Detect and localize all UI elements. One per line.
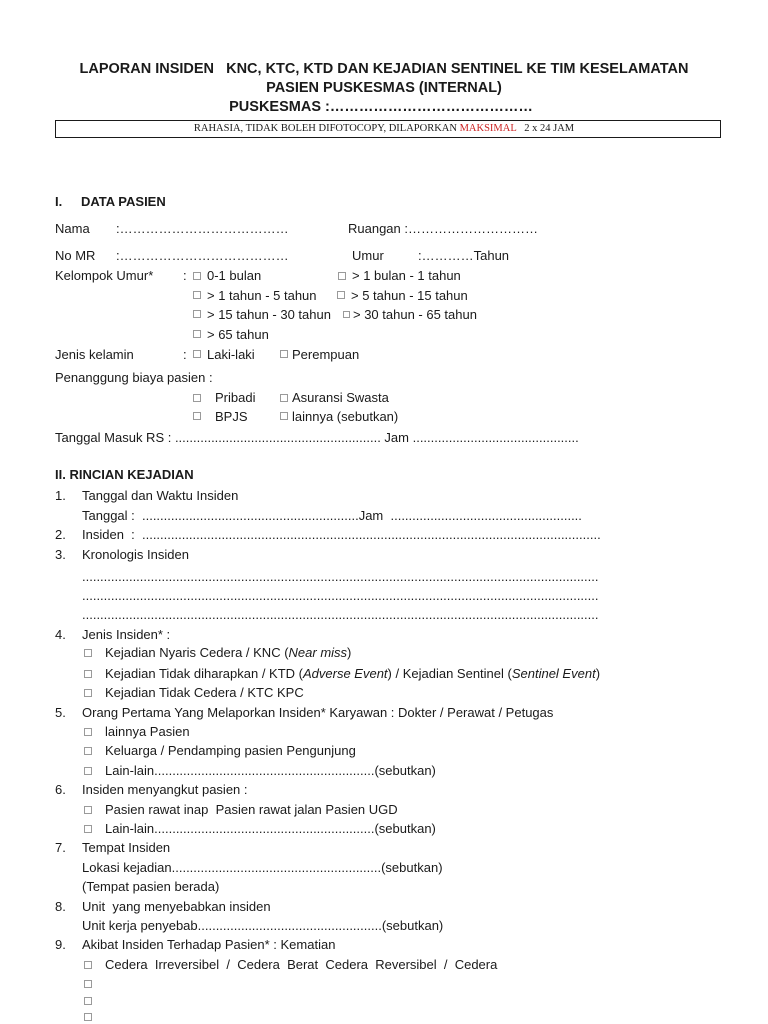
ruangan-field[interactable]: Ruangan :………………………… [348,221,538,236]
asuransi-swasta-label: Asuransi Swasta [292,390,389,405]
age-option-label: > 5 tahun - 15 tahun [351,288,468,303]
tanggal-masuk-field[interactable]: Tanggal Masuk RS : ......................................................... Jam .............................................. [55,430,579,445]
item-7-label: Tempat Insiden [82,840,171,855]
item-1-label: Tanggal dan Waktu Insiden [82,488,239,503]
item-3-label: Kronologis Insiden [82,547,189,562]
pelapor-keluarga-label: Keluarga / Pendamping pasien Pengunjung [105,743,356,758]
age-5-15-tahun-checkbox[interactable] [337,291,345,299]
menyangkut-lain-checkbox[interactable] [84,825,92,833]
item-9-number: 9. [55,937,66,952]
age-15-30-tahun-checkbox[interactable] [193,310,201,318]
akibat-cedera-checkbox[interactable] [84,961,92,969]
item-5-label: Orang Pertama Yang Melaporkan Insiden* Karyawan : Dokter / Perawat / Petugas [82,705,554,720]
age-1bulan-1tahun-checkbox[interactable] [338,272,346,280]
unit-kerja-penyebab-field[interactable]: Unit kerja penyebab...................................................(sebutkan) [82,918,444,933]
item-4-label: Jenis Insiden* : [82,627,171,642]
lokasi-kejadian-field[interactable]: Lokasi kejadian..........................................................(sebutkan) [82,860,443,875]
pelapor-lain-checkbox[interactable] [84,767,92,775]
confidential-notice: RAHASIA, TIDAK BOLEH DIFOTOCOPY, DILAPORKAN MAKSIMAL 2 x 24 JAM [193,123,575,134]
age-option-label: > 15 tahun - 30 tahun [207,307,331,322]
age-0-1-bulan-checkbox[interactable] [193,272,201,280]
title-line-3: PUSKESMAS :…………………………………… [229,99,533,115]
laki-laki-checkbox[interactable] [193,350,201,358]
tempat-pasien-note: (Tempat pasien berada) [82,879,220,894]
penanggung-biaya-label: Penanggung biaya pasien : [55,370,213,385]
bpjs-checkbox[interactable] [193,412,201,420]
bpjs-label: BPJS [215,409,248,424]
lainnya-label: lainnya (sebutkan) [292,409,399,424]
section-2-heading: II. RINCIAN KEJADIAN [55,467,194,482]
umur-label: Umur [352,248,384,263]
pelapor-pasien-checkbox[interactable] [84,728,92,736]
age-option-label: > 30 tahun - 65 tahun [353,307,477,322]
lainnya-checkbox[interactable] [280,412,288,420]
pelapor-pasien-label: lainnya Pasien [105,724,190,739]
ktc-kpc-checkbox[interactable] [84,689,92,697]
kelompok-umur-label: Kelompok Umur* [55,268,154,283]
age-option-label: > 1 tahun - 5 tahun [207,288,317,303]
item-6-label: Insiden menyangkut pasien : [82,782,248,797]
knc-checkbox[interactable] [84,649,92,657]
pasien-rawat-label: Pasien rawat inap Pasien rawat jalan Pasien UGD [105,802,398,817]
perempuan-label: Perempuan [292,347,360,362]
perempuan-checkbox[interactable] [280,350,288,358]
item-7-number: 7. [55,840,66,855]
insiden-field[interactable]: Insiden : ............................................................................................................................... [82,527,601,542]
item-5-number: 5. [55,705,66,720]
pelapor-lain-field[interactable]: Lain-lain.............................................................(sebutkan) [105,763,436,778]
ktd-sentinel-label: Kejadian Tidak diharapkan / KTD (Adverse Event) / Kejadian Sentinel (Sentinel Event) [105,666,601,681]
akibat-cedera-label: Cedera Irreversibel / Cedera Berat Cedera Reversibel / Cedera [105,957,498,972]
title-line-2: PASIEN PUSKESMAS (INTERNAL) [266,80,502,96]
pasien-rawat-checkbox[interactable] [84,806,92,814]
tanggal-jam-insiden-field[interactable]: Tanggal : ............................................................Jam ..................................................... [82,508,582,523]
akibat-option-checkbox[interactable] [84,1013,92,1021]
section-1-heading: DATA PASIEN [81,194,166,209]
item-2-number: 2. [55,527,66,542]
akibat-option-checkbox[interactable] [84,980,92,988]
kronologis-line-1[interactable]: ............................................................................................................................................... [82,569,599,584]
item-6-number: 6. [55,782,66,797]
ktd-sentinel-checkbox[interactable] [84,670,92,678]
kronologis-line-2[interactable]: ............................................................................................................................................... [82,588,599,603]
title-line-1: LAPORAN INSIDEN KNC, KTC, KTD DAN KEJADIAN SENTINEL KE TIM KESELAMATAN [79,61,689,77]
item-3-number: 3. [55,547,66,562]
jenis-kelamin-label: Jenis kelamin [55,347,134,362]
pribadi-checkbox[interactable] [193,394,201,402]
age-option-label: > 1 bulan - 1 tahun [352,268,461,283]
age-1-5-tahun-checkbox[interactable] [193,291,201,299]
nama-field[interactable]: :………………………………… [116,221,289,236]
item-4-number: 4. [55,627,66,642]
jenis-kelamin-colon: : [183,347,187,362]
pelapor-keluarga-checkbox[interactable] [84,747,92,755]
pribadi-label: Pribadi [215,390,256,405]
umur-field[interactable]: :…………Tahun [418,248,510,263]
section-1-number: I. [55,194,63,209]
item-1-number: 1. [55,488,66,503]
item-9-label: Akibat Insiden Terhadap Pasien* : Kematian [82,937,336,952]
item-8-label: Unit yang menyebabkan insiden [82,899,271,914]
kelompok-umur-colon: : [183,268,187,283]
item-8-number: 8. [55,899,66,914]
asuransi-swasta-checkbox[interactable] [280,394,288,402]
no-mr-label: No MR [55,248,96,263]
menyangkut-lain-field[interactable]: Lain-lain.............................................................(sebutkan) [105,821,436,836]
no-mr-field[interactable]: :………………………………… [116,248,289,263]
age-65-tahun-checkbox[interactable] [193,330,201,338]
kronologis-line-3[interactable]: ............................................................................................................................................... [82,607,599,622]
akibat-option-checkbox[interactable] [84,997,92,1005]
age-option-label: 0-1 bulan [207,268,262,283]
age-option-label: > 65 tahun [207,327,269,342]
ktc-kpc-label: Kejadian Tidak Cedera / KTC KPC [105,685,304,700]
nama-label: Nama [55,221,90,236]
age-30-65-tahun-checkbox[interactable] [343,311,350,318]
laki-laki-label: Laki-laki [207,347,255,362]
knc-label: Kejadian Nyaris Cedera / KNC (Near miss) [105,645,352,660]
